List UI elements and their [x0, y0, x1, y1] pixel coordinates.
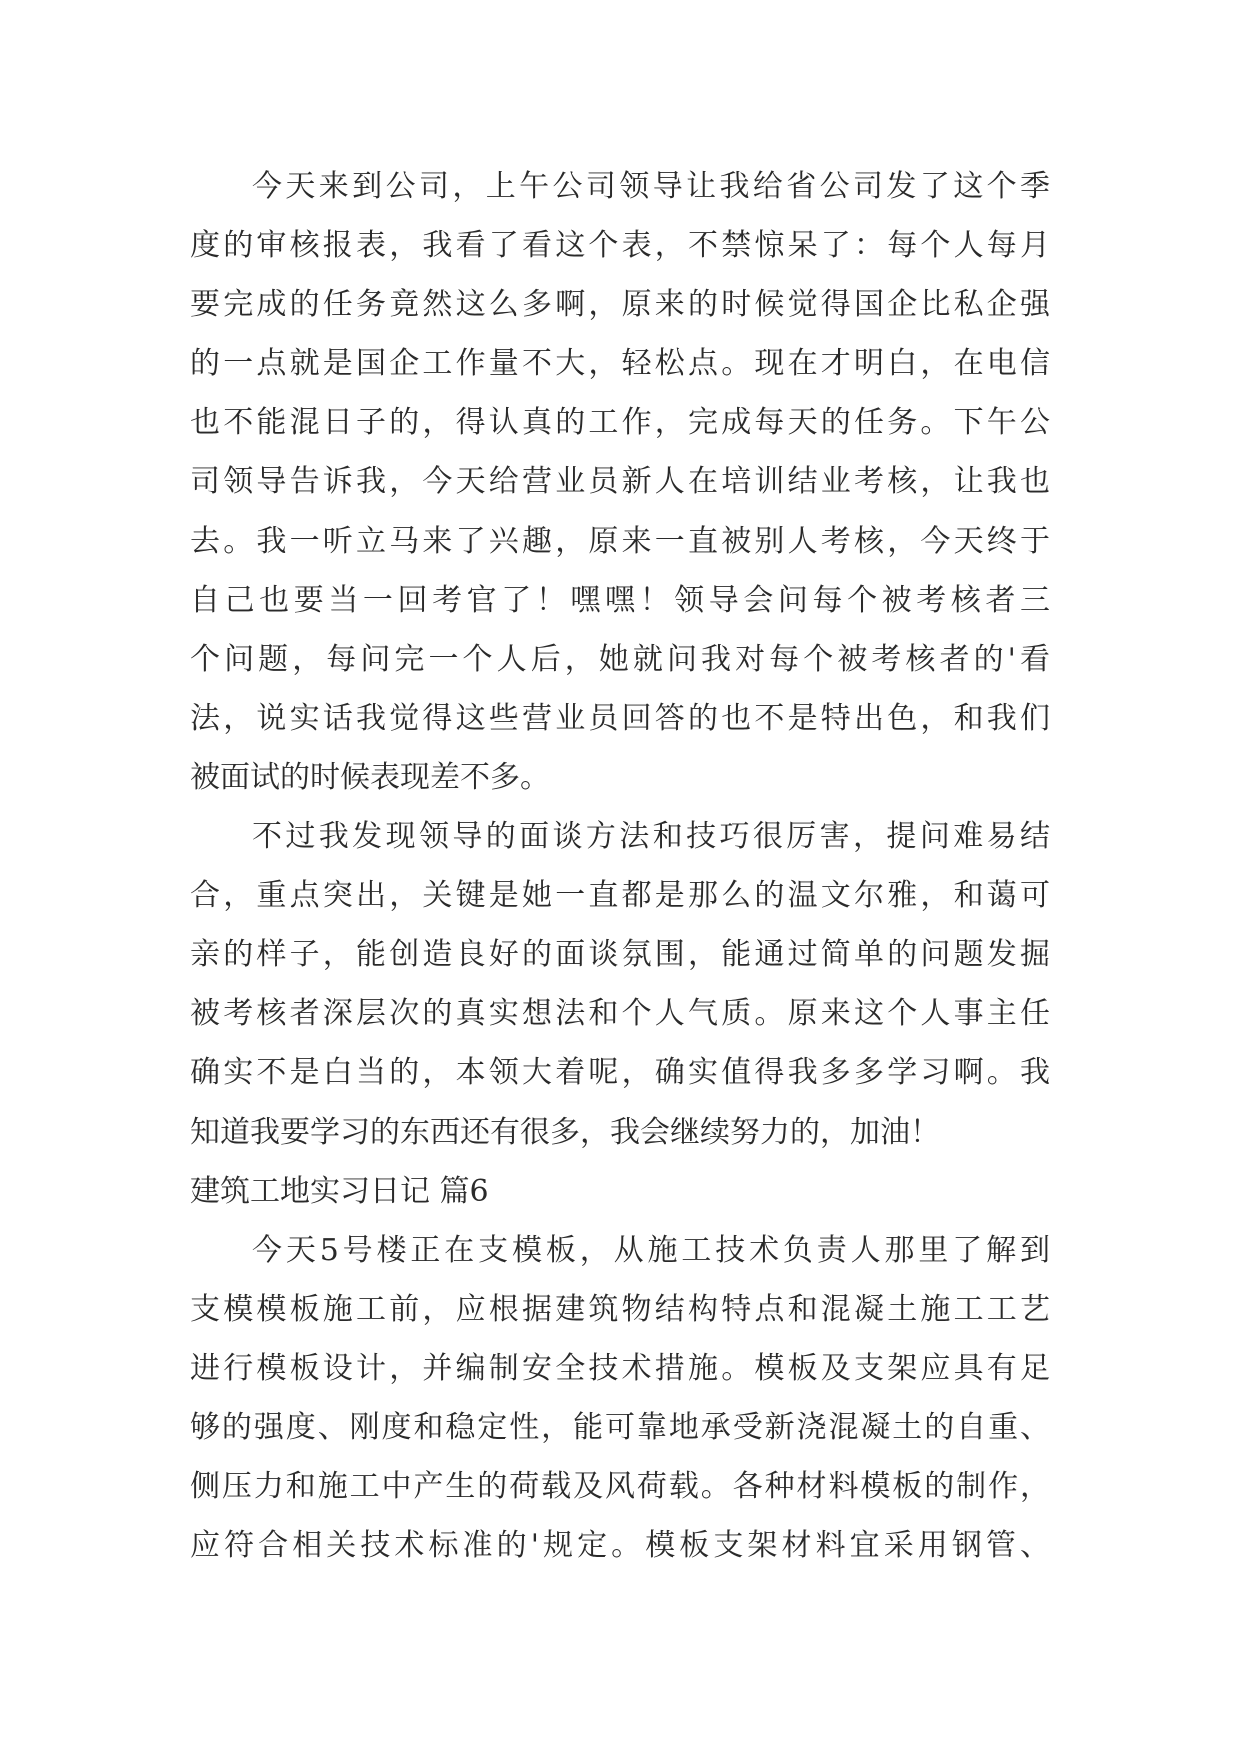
text-line: 司领导告诉我，今天给营业员新人在培训结业考核，让我也 [190, 464, 1050, 500]
text-line: 进行模板设计，并编制安全技术措施。模板及支架应具有足 [190, 1350, 1050, 1386]
text-line: 支模模板施工前，应根据建筑物结构特点和混凝土施工工艺 [190, 1291, 1050, 1327]
text-line: 够的强度、刚度和稳定性，能可靠地承受新浇混凝土的自重、 [190, 1409, 1050, 1445]
paragraph-2 [190, 807, 1050, 1162]
text-line: 个问题，每问完一个人后，她就问我对每个被考核者的'看 [190, 641, 1050, 677]
text-line: 的一点就是国企工作量不大，轻松点。现在才明白，在电信 [190, 346, 1050, 382]
text-line: 不过我发现领导的面谈方法和技巧很厉害，提问难易结 [252, 819, 1050, 855]
text-line: 应符合相关技术标准的'规定。模板支架材料宜采用钢管、 [190, 1528, 1050, 1564]
text-line: 今天来到公司，上午公司领导让我给省公司发了这个季 [252, 169, 1050, 204]
text-line: 度的审核报表，我看了看这个表，不禁惊呆了：每个人每月 [190, 228, 1050, 264]
text-line: 侧压力和施工中产生的荷载及风荷载。各种材料模板的制作， [190, 1469, 1050, 1505]
text-line: 合，重点突出，关键是她一直都是那么的温文尔雅，和蔼可 [190, 878, 1050, 914]
text-line: 被面试的时候表现差不多。 [190, 759, 550, 795]
text-line: 亲的样子，能创造良好的面谈氛围，能通过简单的问题发掘 [190, 937, 1050, 973]
text-line: 知道我要学习的东西还有很多，我会继续努力的，加油！ [190, 1114, 940, 1150]
text-line: 去。我一听立马来了兴趣，原来一直被别人考核，今天终于 [190, 523, 1050, 559]
text-line: 确实不是白当的，本领大着呢，确实值得我多多学习啊。我 [190, 1055, 1050, 1091]
text-line: 今天5号楼正在支模板，从施工技术负责人那里了解到 [252, 1232, 1050, 1268]
text-line: 要完成的任务竟然这么多啊，原来的时候觉得国企比私企强 [190, 287, 1050, 323]
text-line: 也不能混日子的，得认真的工作，完成每天的任务。下午公 [190, 405, 1050, 441]
section-heading: 建筑工地实习日记 篇6 [190, 1173, 489, 1209]
paragraph-1 [190, 157, 1050, 807]
text-line: 被考核者深层次的真实想法和个人气质。原来这个人事主任 [190, 996, 1050, 1032]
paragraph-3 [190, 1221, 1050, 1576]
text-line: 法，说实话我觉得这些营业员回答的也不是特出色，和我们 [190, 700, 1050, 736]
text-line: 自己也要当一回考官了！嘿嘿！领导会问每个被考核者三 [190, 582, 1050, 618]
document-body [190, 157, 1050, 1575]
